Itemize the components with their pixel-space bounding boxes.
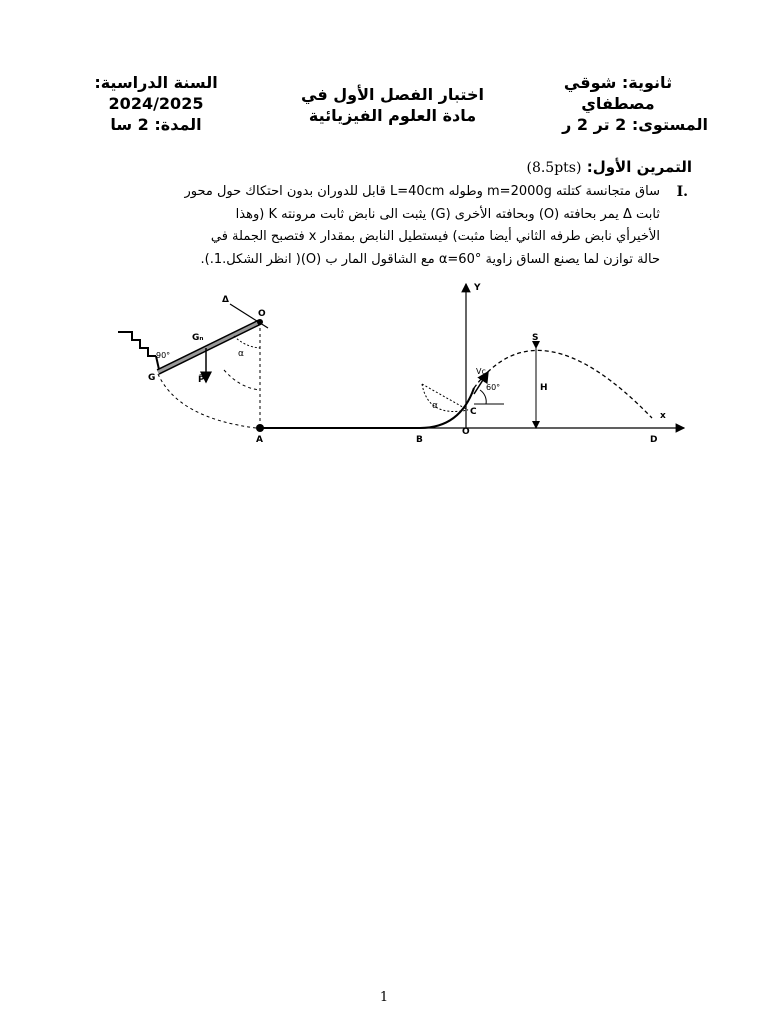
alpha-arc-2 (224, 370, 260, 390)
label-A: A (256, 435, 263, 445)
exercise-heading (420, 158, 692, 176)
exercise-title: التمرين الأول: (586, 158, 692, 176)
year-info (66, 72, 246, 135)
label-Gn: Gₙ (192, 333, 204, 343)
label-Y: Y (474, 283, 481, 293)
school-name-line2: مصطفاي (581, 94, 655, 113)
label-alpha2: α (432, 401, 438, 411)
label-alpha1: α (238, 349, 244, 359)
statement-line: حالة توازن لما يصنع الساق زاوية α=60° مع الشاقول المار ب (O)( انظر الشكل.1.). (200, 251, 660, 267)
page-number: 1 (379, 990, 389, 1005)
label-C: C (470, 407, 477, 417)
statement-line: ساق متجانسة كتلته m=2000g وطوله L=40cm قابل للدوران بدون احتكاك حول محور (184, 184, 660, 199)
exam-duration: المدة: 2 سا (110, 115, 202, 134)
school-name-line1: ثانوية: شوقي (563, 73, 673, 92)
label-O-top: O (258, 309, 266, 319)
exam-title-line1: اختبار الفصل الأول في (301, 85, 484, 104)
label-60: 60° (486, 383, 501, 392)
label-S: S (532, 333, 539, 343)
label-G: G (148, 373, 156, 383)
exercise-statement (70, 181, 660, 271)
angle-60-arc (480, 390, 486, 404)
item-number: I. (676, 184, 688, 200)
statement-line: الأخيرأي نابض طرفه الثاني أيضا مثبت) فيستطيل النابض بمقدار x فتصبح الجملة في (210, 229, 660, 244)
label-vc: Vc (476, 367, 486, 376)
school-year-label: السنة الدراسية: (94, 73, 218, 92)
exam-title (270, 84, 515, 126)
label-delta: Δ (222, 295, 229, 305)
label-O-bottom: O (462, 427, 470, 437)
school-info (528, 72, 708, 135)
label-D: D (650, 435, 658, 445)
statement-line: ثابت Δ يمر بحافته (O) وبحافته الأخرى (G) يثبت الى نابض ثابت مرونته K (وهذا (235, 206, 660, 222)
trajectory (474, 350, 652, 418)
label-90: 90° (156, 351, 171, 360)
swing-arc (158, 374, 256, 428)
exercise-points: (8.5pts) (526, 160, 582, 176)
exam-title-line2: مادة العلوم الفيزيائية (308, 106, 477, 125)
class-level: المستوى: 2 تر 2 ر (562, 115, 708, 134)
label-x: x (660, 411, 666, 421)
wall-support (118, 332, 156, 356)
label-B: B (416, 435, 423, 445)
school-year-value: 2024/2025 (108, 94, 204, 113)
figure-1 (108, 278, 688, 450)
alpha-arc (234, 336, 260, 348)
label-H: H (540, 383, 548, 393)
label-P: P⃗ (198, 375, 205, 385)
